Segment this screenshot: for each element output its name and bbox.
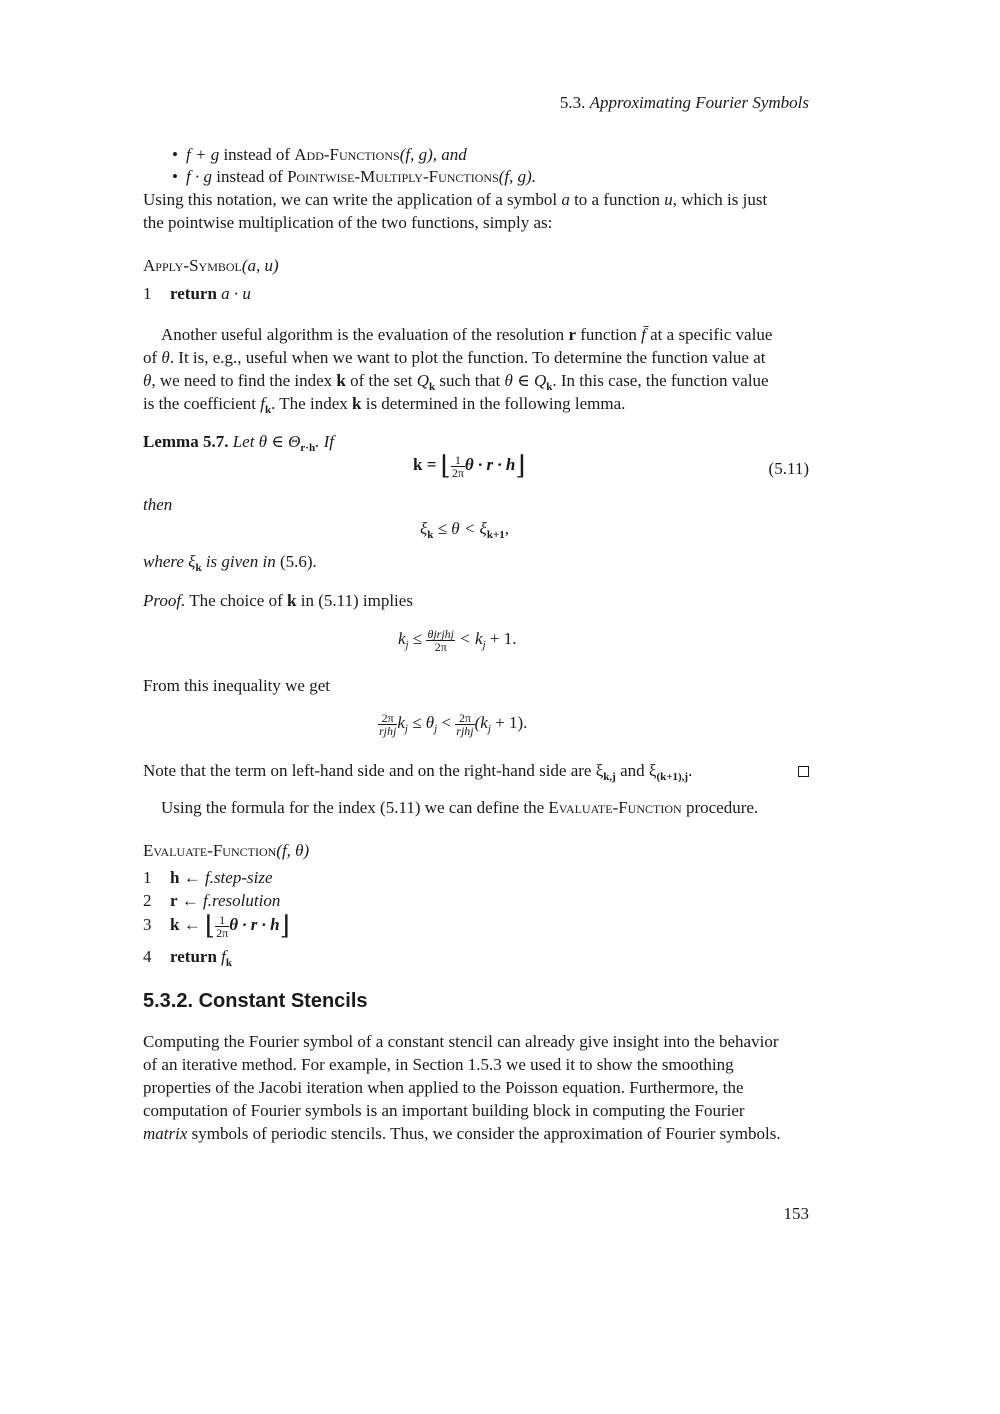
lemma-text: Let θ ∈ Θ	[232, 432, 301, 451]
algorithm-apply-symbol	[143, 254, 813, 305]
text: at a specific value	[645, 325, 773, 344]
fraction: $\frac{2\pi}{\text{rjhj}}$	[456, 710, 474, 738]
algo-ref: Add-Functions	[294, 145, 400, 164]
math: r·h	[300, 442, 316, 454]
math: j	[482, 639, 486, 651]
text: where ξ	[143, 552, 196, 571]
algorithm-body: f.step-size	[204, 868, 273, 887]
bullet-expr: f + g	[186, 145, 220, 164]
math: j	[404, 723, 408, 735]
running-header	[560, 91, 809, 114]
section-number: 5.3.2.	[143, 990, 194, 1012]
algorithm-line	[143, 866, 813, 889]
text: to a function	[569, 190, 665, 209]
bullet-item: • f + g instead of Add-Functions(f, g), and	[172, 145, 467, 164]
text: .	[688, 761, 693, 780]
text: is given in	[201, 552, 280, 571]
lemma-label: Lemma 5.7.	[143, 432, 229, 451]
keyword: return	[170, 284, 217, 303]
math: k	[264, 404, 272, 416]
header-section: 5.3.	[559, 93, 586, 112]
reference: (5.6).	[279, 552, 317, 571]
math: f̄	[641, 325, 646, 344]
math: a	[561, 190, 570, 209]
text: matrix	[143, 1124, 188, 1143]
text: . It is, e.g., useful when we want to plot the function. To determine the function value at	[169, 348, 766, 367]
math: θ	[161, 348, 170, 367]
math: k	[397, 713, 405, 732]
arrow: ←	[179, 915, 205, 934]
math: θ	[143, 371, 152, 390]
math: ,	[504, 519, 509, 538]
section-title: Constant Stencils	[198, 990, 368, 1012]
arrow: ←	[177, 891, 204, 910]
equation-index-bounds	[398, 627, 516, 653]
equation-number: (5.11)	[768, 459, 809, 478]
math: k	[336, 371, 346, 390]
algorithm-body: θ · r · h	[229, 915, 280, 934]
text: , we need to find the index	[151, 371, 337, 390]
math: k	[429, 381, 436, 393]
math: j	[405, 639, 409, 651]
math: j	[434, 723, 438, 735]
lemma-where	[143, 550, 813, 573]
math: k	[195, 562, 202, 574]
line-number: 1	[143, 284, 152, 303]
math: Q	[416, 371, 429, 390]
lemma-then	[143, 493, 813, 516]
math: ≤ θ	[407, 713, 435, 732]
math: + 1).	[490, 713, 528, 732]
text: . In this case, the function value	[552, 371, 769, 390]
text: procedure.	[681, 798, 759, 817]
bullet-args: (f, g).	[498, 167, 537, 186]
text: such that	[435, 371, 505, 390]
keyword: h	[170, 868, 180, 887]
paragraph	[143, 1030, 815, 1145]
text: properties of the Jacobi iteration when applied to the Poisson equation. Furthermore, the	[143, 1078, 744, 1097]
text: of an iterative method. For example, in Section 1.5.3 we used it to show the smoothing	[143, 1055, 734, 1074]
fraction: $\frac{\text{θjrjhj}}{2\pi}$	[427, 626, 455, 654]
algorithm-line: 3 k ← ⌊ $\frac{1}{2\pi}$ θ · r · h⌋	[143, 911, 290, 941]
math: + 1.	[485, 629, 517, 648]
math: k	[225, 957, 233, 969]
algorithm-args: (a, u)	[241, 256, 279, 275]
proof-text	[143, 674, 813, 697]
algorithm-evaluate-function	[143, 839, 813, 862]
text: function	[575, 325, 642, 344]
text: Using the formula for the index (5.11) we can define the	[161, 798, 549, 817]
header-title: Approximating Fourier Symbols	[589, 93, 809, 112]
algo-ref: Evaluate-Function	[548, 798, 682, 817]
line-number: 3	[143, 915, 152, 934]
math: k	[352, 394, 362, 413]
keyword: k	[170, 915, 180, 934]
text: From this inequality we get	[143, 676, 330, 695]
algorithm-body: f.resolution	[203, 891, 281, 910]
equation-inequality	[420, 517, 509, 540]
algorithm-line	[143, 945, 813, 968]
lemma-text: . If	[315, 432, 334, 451]
text: then	[143, 495, 173, 514]
text: . The index	[271, 394, 352, 413]
math: ≤	[408, 629, 427, 648]
algorithm-name: Evaluate-Function	[143, 841, 277, 860]
line-number: 2	[143, 891, 152, 910]
math: <	[437, 713, 456, 732]
text: computation of Fourier symbols is an important building block in computing the Fourier	[143, 1101, 745, 1120]
math: f	[260, 394, 265, 413]
math: θ · r · h	[464, 455, 516, 474]
keyword: return	[170, 947, 217, 966]
bullet-expr: f · g	[186, 167, 212, 186]
page-number: 153	[783, 1204, 809, 1223]
math: k+1	[486, 529, 505, 541]
line-number: 4	[143, 947, 152, 966]
line-number: 1	[143, 868, 152, 887]
algorithm-line	[143, 889, 813, 912]
text: is determined in the following lemma.	[361, 394, 626, 413]
fraction: $\frac{1}{2\pi}$	[451, 452, 464, 480]
bullet-item: • f · g instead of Pointwise-Multiply-Functions(f, g).	[172, 167, 537, 186]
math: ξ	[420, 519, 428, 538]
fraction: $\frac{2\pi}{\text{rjhj}}$	[379, 710, 397, 738]
text: the pointwise multiplication of the two functions, simply as:	[143, 213, 553, 232]
algorithm-name: Apply-Symbol	[143, 256, 242, 275]
fraction: $\frac{1}{2\pi}$	[216, 912, 229, 940]
math: k,j	[603, 771, 616, 783]
math: k	[546, 381, 553, 393]
proof	[143, 589, 813, 612]
text: in (5.11) implies	[296, 591, 413, 610]
text: The choice of	[185, 591, 287, 610]
math: k	[427, 529, 434, 541]
paragraph	[143, 323, 813, 415]
qed-box	[798, 766, 809, 777]
bullet-text: instead of	[211, 167, 288, 186]
math: r	[568, 325, 576, 344]
text: symbols of periodic stencils. Thus, we consider the approximation of Fourier symbols.	[187, 1124, 781, 1143]
text: of	[143, 348, 162, 367]
math: ≤ θ < ξ	[433, 519, 487, 538]
algorithm-args: (f, θ)	[276, 841, 310, 860]
math: j	[487, 723, 491, 735]
equation-theta-bounds	[378, 711, 527, 737]
bullet-args: (f, g), and	[399, 145, 467, 164]
math: k	[287, 591, 297, 610]
lemma	[143, 430, 813, 453]
math: k =	[413, 455, 441, 474]
algo-ref: Pointwise-Multiply-Functions	[287, 167, 499, 186]
text: , which is just	[672, 190, 768, 209]
paragraph	[143, 188, 813, 234]
math: (k+1),j	[656, 771, 689, 783]
bullet-text: instead of	[219, 145, 295, 164]
paragraph	[143, 796, 813, 819]
text: Another useful algorithm is the evaluation of the resolution	[161, 325, 569, 344]
proof-label: Proof.	[143, 591, 186, 610]
text: is the coefficient	[143, 394, 261, 413]
keyword: r	[170, 891, 178, 910]
algorithm-body: a · u	[221, 284, 251, 303]
algorithm-body: f	[221, 947, 226, 966]
math: k	[398, 629, 406, 648]
proof-note	[143, 759, 813, 782]
arrow: ←	[179, 868, 205, 887]
equation-5-11: k = ⌊ $\frac{1}{2\pi}$ θ · r · h⌋	[413, 451, 526, 481]
math: θ ∈ Q	[504, 371, 547, 390]
text: Note that the term on left-hand side and on the right-hand side are ξ	[143, 761, 604, 780]
text: Using this notation, we can write the application of a symbol	[143, 190, 562, 209]
text: of the set	[345, 371, 417, 390]
math: (k	[474, 713, 488, 732]
section-heading	[143, 990, 368, 1013]
text: and ξ	[615, 761, 657, 780]
math: < k	[455, 629, 483, 648]
text: Computing the Fourier symbol of a constant stencil can already give insight into the behavior	[143, 1032, 779, 1051]
math: u	[664, 190, 673, 209]
